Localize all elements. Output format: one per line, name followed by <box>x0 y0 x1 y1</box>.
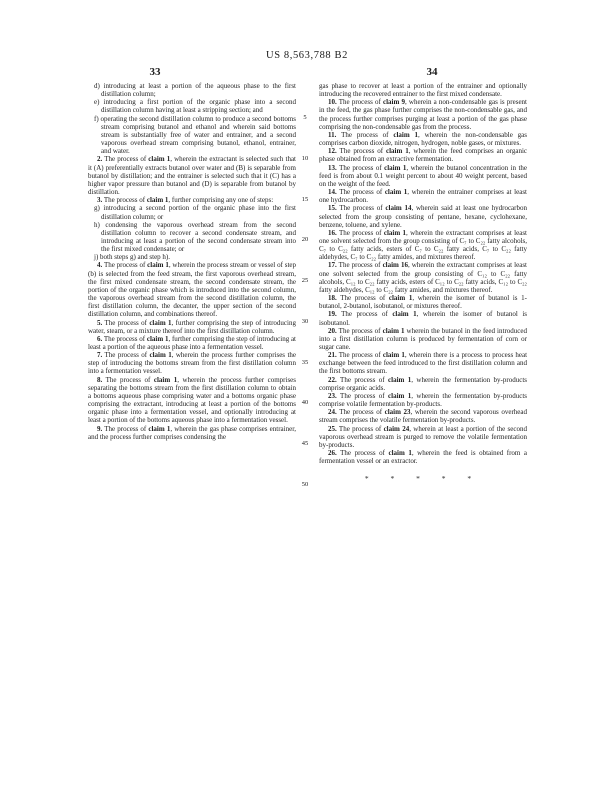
claim-paragraph: 5. The process of claim 1, further comprising the step of introducing water, steam, or a mixture thereof into the first distillation column. <box>88 318 296 335</box>
claim-number: 21. <box>328 351 337 360</box>
claim-paragraph: 17. The process of claim 16, wherein the extractant comprises at least one solvent selected from the group consisting of C₁₂ to C₂₂ fatty alcohols, C₁₂ to C₂₂ fatty acids, esters of C₁₂ to C₂₂ fatty acids, C₁₂ to C₂₂ fatty aldehydes, C₁₂ to C₂₂ fatty amides, and mixtures thereof. <box>319 261 527 294</box>
patent-number: US 8,563,788 B2 <box>266 50 348 61</box>
claim-paragraph: 7. The process of claim 1, wherein the process further comprises the step of introducing the bottoms stream from the first distillation column into a fermentation vessel. <box>88 351 296 376</box>
claim-subitem: f) operating the second distillation column to produce a second bottoms stream comprising butanol and ethanol and wherein said bottoms stream is substantially free of water and entrainer, and a second vaporous overhead stream comprising butanol, ethanol, entrainer, and water. <box>94 114 296 156</box>
claim-number: 19. <box>328 310 337 319</box>
claim-number: 26. <box>328 449 337 458</box>
claim-number: 24. <box>328 408 337 417</box>
claim-number: 12. <box>328 147 337 156</box>
claim-paragraph: 20. The process of claim 1 wherein the butanol in the feed introduced into a first distillation column is produced by fermentation of corn or sugar cane. <box>319 326 527 351</box>
claim-paragraph: 19. The process of claim 1, wherein the isomer of butanol is isobutanol. <box>319 310 527 327</box>
claim-paragraph: 11. The process of claim 1, wherein the non-condensable gas comprises carbon dioxide, nitrogen, hydrogen, noble gases, or mixtures. <box>319 130 527 148</box>
claim-paragraph: 22. The process of claim 1, wherein the fermentation by-products comprise organic acids. <box>319 375 527 392</box>
claim-paragraph: 13. The process of claim 1, wherein the butanol concentration in the feed is from about 0.1 weight percent to about 40 weight percent, based on the weight of the feed. <box>319 163 527 188</box>
claim-number: 8. <box>97 375 103 384</box>
claim-number: 4. <box>97 261 103 270</box>
claim-paragraph: 10. The process of claim 9, wherein a non-condensable gas is present in the feed, the gas phase further comprises the non-condensable gas, and the process further comprises purging at least a portion of the gas phase comprising the non-condensable gas from the process. <box>319 98 527 131</box>
end-of-claims-asterisks: * * * * * <box>364 474 482 484</box>
claim-number: 25. <box>328 424 337 433</box>
line-number: 40 <box>301 399 309 407</box>
claim-number: 11. <box>328 130 337 139</box>
claim-number: 13. <box>328 163 337 172</box>
claim-continuation: gas phase to recover at least a portion of the entrainer and optionally introducing the recovered entrainer to the first mixed condensate. <box>319 82 527 99</box>
claim-paragraph: 8. The process of claim 1, wherein the process further comprises separating the bottoms stream from the first distillation column to obtain a bottoms aqueous phase comprising water and a bottoms organic phase comprising the extractant, introducing at least a portion of the bottoms organic phase into a fermentation vessel, and optionally introducing at least a portion of the bottoms aqueous phase into a fermentation vessel. <box>88 375 296 425</box>
claim-number: 6. <box>97 334 103 343</box>
column-number-left: 33 <box>149 66 161 78</box>
claim-subitem: d) introducing at least a portion of the aqueous phase to the first distillation column; <box>94 82 296 99</box>
claim-number: 2. <box>97 155 103 164</box>
claim-subitem: e) introducing a first portion of the organic phase into a second distillation column having at least a stripping section; and <box>94 98 296 115</box>
claim-number: 9. <box>97 424 103 433</box>
claim-paragraph: 9. The process of claim 1, wherein the gas phase comprises entrainer, and the process further comprises condensing the <box>88 424 296 441</box>
claim-number: 18. <box>328 294 337 303</box>
line-number: 30 <box>301 317 309 325</box>
claim-number: 16. <box>328 228 337 237</box>
claim-number: 17. <box>328 261 337 270</box>
claim-number: 22. <box>328 375 337 384</box>
claim-paragraph: 2. The process of claim 1, wherein the extractant is selected such that it (A) preferentially extracts butanol over water and (B) is separable from butanol by distillation; and the entrainer is selected such that it (C) has a higher vapor pressure than butanol and (D) is separable from butanol by distillation. <box>88 155 296 197</box>
claim-number: 10. <box>328 98 337 107</box>
claim-number: 20. <box>328 326 337 335</box>
claim-paragraph: 3. The process of claim 1, further comprising any one of steps: <box>97 196 274 205</box>
line-number: 10 <box>301 154 309 162</box>
claim-paragraph: 4. The process of claim 1, wherein the process stream or vessel of step (b) is selected from the feed stream, the first vaporous overhead stream, the first mixed condensate stream, the second condensate stream, the portion of the organic phase which is introduced into the second column, the vaporous overhead stream from the second distillation column, the first distillation column, the decanter, the upper section of the second distillation column, and combinations thereof. <box>88 261 297 319</box>
claim-number: 7. <box>97 351 103 360</box>
claim-subitem: h) condensing the vaporous overhead stream from the second distillation column to recover a second condensate stream, and introducing at least a portion of the second condensate stream into the first mixed condensate; or <box>94 220 296 254</box>
claim-paragraph: 23. The process of claim 1, wherein the fermentation by-products comprise volatile fermentation by-products. <box>319 391 527 409</box>
claims-column-left <box>88 82 296 441</box>
claim-number: 23. <box>328 391 337 400</box>
line-number: 25 <box>301 277 309 284</box>
line-number: 15 <box>301 195 309 203</box>
claim-subitem: j) both steps g) and step h). <box>94 253 171 262</box>
claim-paragraph: 25. The process of claim 24, wherein at least a portion of the second vaporous overhead stream is purged to remove the volatile fermentation by-products. <box>319 424 527 449</box>
claim-number: 3. <box>97 196 103 205</box>
claim-paragraph: 18. The process of claim 1, wherein the isomer of butanol is 1-butanol, 2-butanol, isobutanol, or mixtures thereof. <box>319 294 527 311</box>
line-number: 45 <box>301 440 309 447</box>
claim-number: 5. <box>97 318 103 327</box>
claim-paragraph: 12. The process of claim 1, wherein the feed comprises an organic phase obtained from an extractive fermentation. <box>319 147 527 164</box>
claim-paragraph: 26. The process of claim 1, wherein the feed is obtained from a fermentation vessel or an extractor. <box>319 449 527 466</box>
claim-number: 15. <box>328 204 337 213</box>
claims-column-right <box>319 82 527 484</box>
claim-paragraph: 21. The process of claim 1, wherein there is a process to process heat exchange between the feed introduced to the first distillation column and the first bottoms stream. <box>319 351 528 376</box>
line-number: 35 <box>301 358 309 366</box>
claim-paragraph: 16. The process of claim 1, wherein the extractant comprises at least one solvent selected from the group consisting of C₇ to C₂₂ fatty alcohols, C₇ to C₂₂ fatty acids, esters of C₇ to C₂₂ fatty acids, C₇ to C₂₂ fatty aldehydes, C₇ to C₂₂ fatty amides, and mixtures thereof. <box>319 228 527 262</box>
column-number-right: 34 <box>426 66 438 78</box>
claim-number: 14. <box>328 188 337 197</box>
line-number: 5 <box>303 114 307 121</box>
claim-paragraph: 24. The process of claim 23, wherein the second vaporous overhead stream comprises the volatile fermentation by-products. <box>319 408 527 425</box>
line-number: 20 <box>301 236 309 244</box>
claim-paragraph: 15. The process of claim 14, wherein said at least one hydrocarbon selected from the group consisting of pentane, hexane, cyclohexane, benzene, toluene, and xylene. <box>319 204 527 229</box>
claim-paragraph: 14. The process of claim 1, wherein the entrainer comprises at least one hydrocarbon. <box>319 188 527 205</box>
claim-paragraph: 6. The process of claim 1, further comprising the step of introducing at least a portion of the aqueous phase into a fermentation vessel. <box>88 334 297 351</box>
claim-subitem: g) introducing a second portion of the organic phase into the first distillation column; or <box>94 204 296 221</box>
line-number: 50 <box>301 480 309 488</box>
